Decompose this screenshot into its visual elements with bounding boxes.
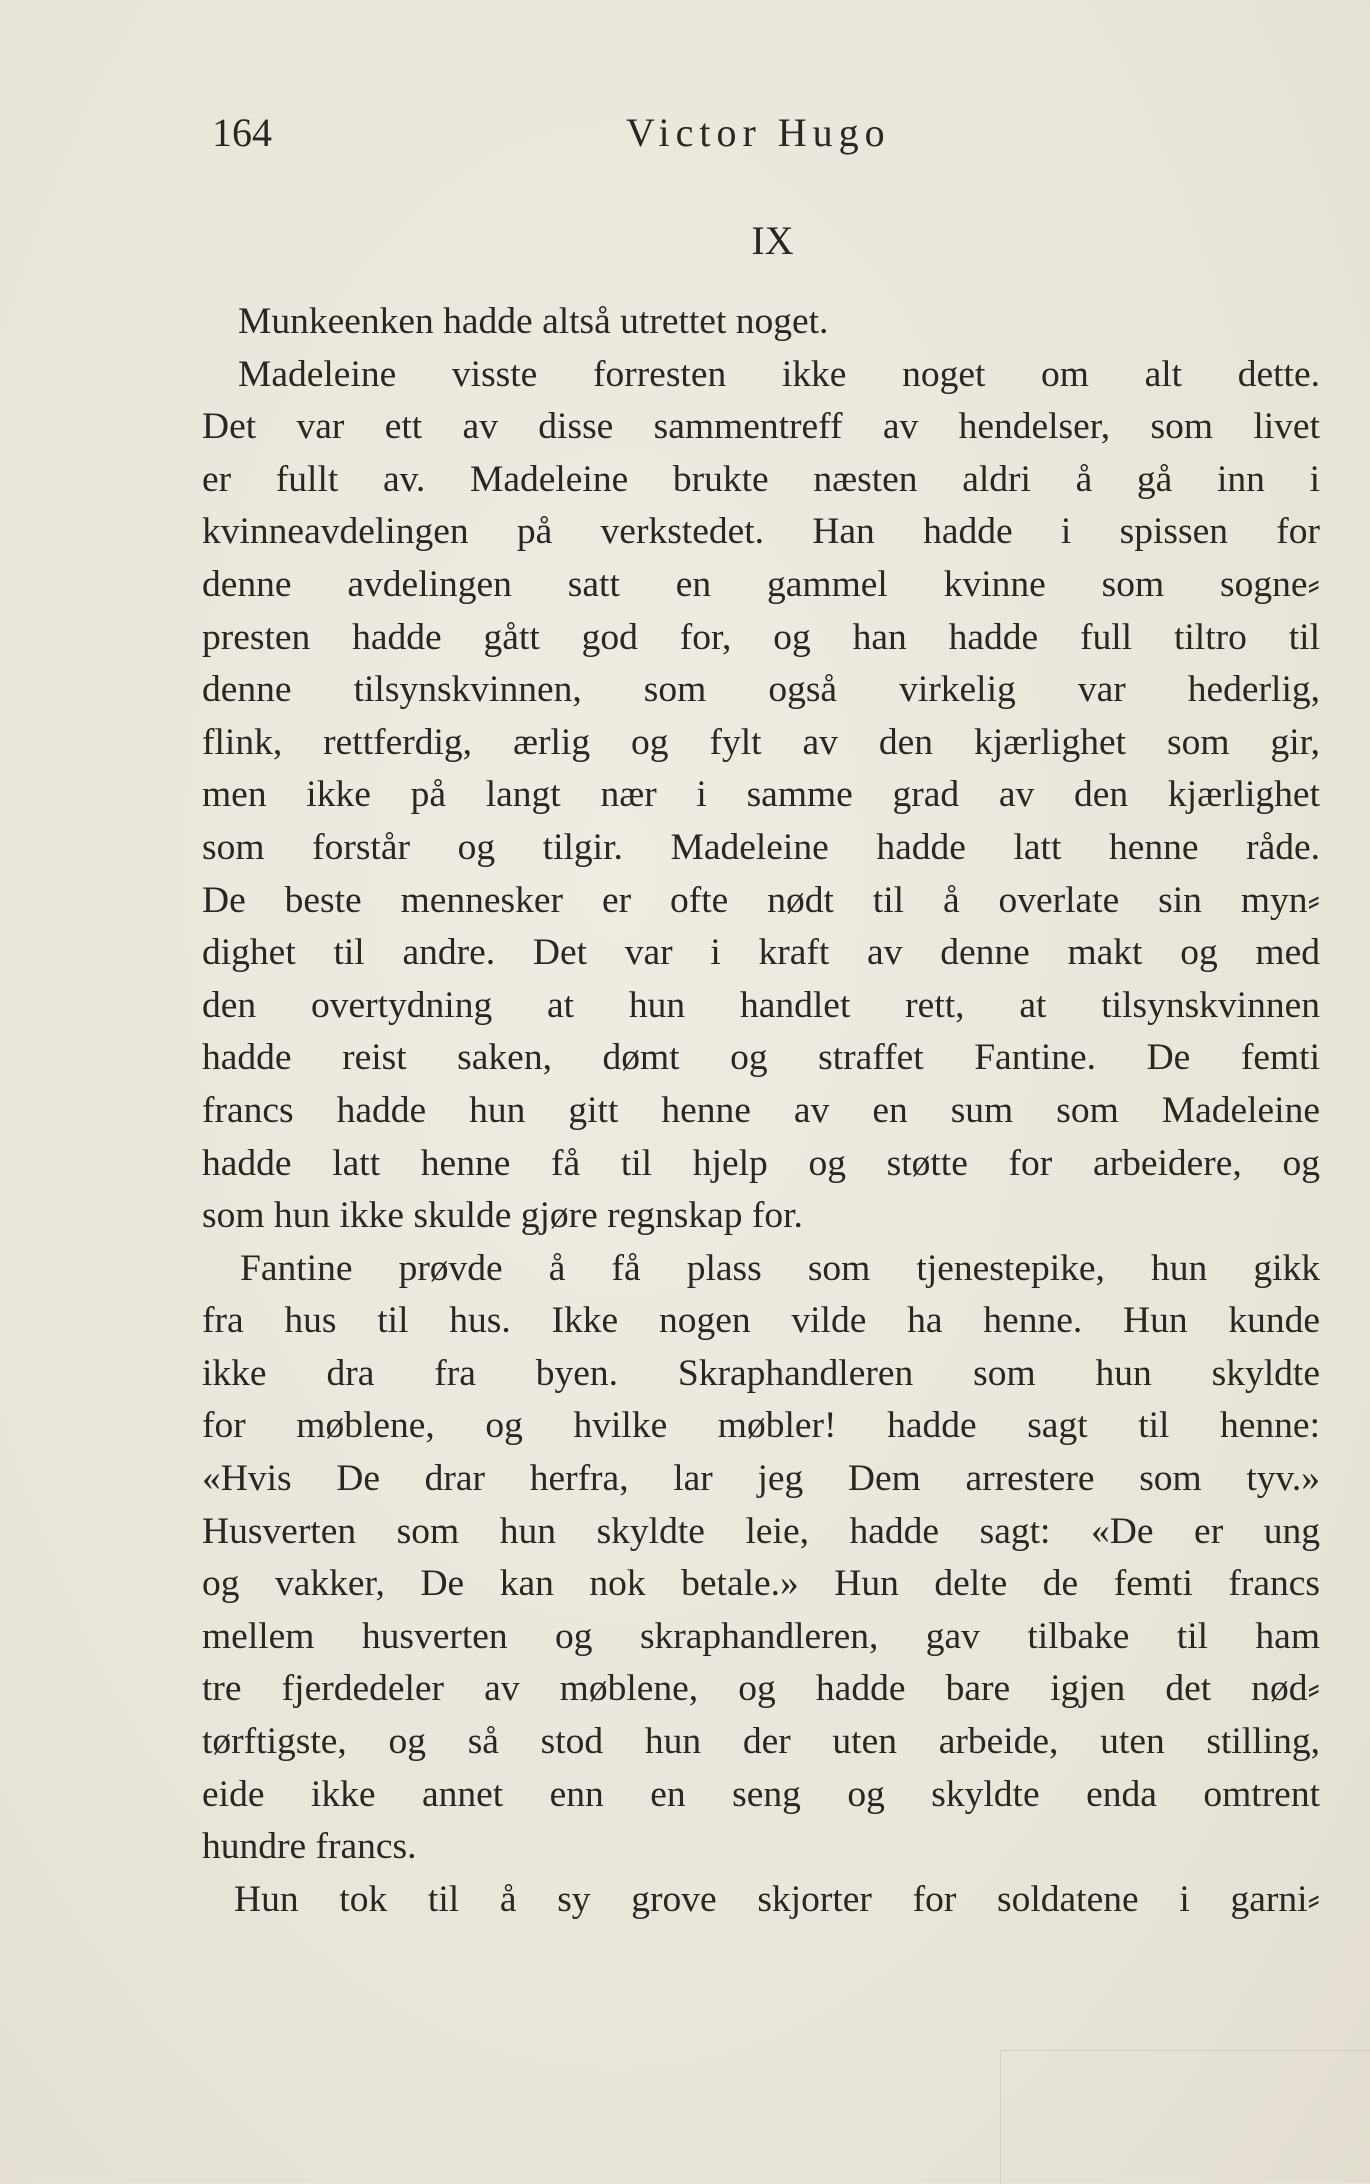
- text-line: Husverten som hun skyldte leie, hadde sagt: «De er ung: [202, 1510, 1320, 1552]
- text-line: Hun tok til å sy grove skjorter for soldatene i garni⸗: [234, 1878, 1320, 1920]
- text-line: De beste mennesker er ofte nødt til å overlate sin myn⸗: [202, 879, 1320, 921]
- text-line: er fullt av. Madeleine brukte næsten aldri å gå inn i: [202, 458, 1320, 500]
- text-line: flink, rettferdig, ærlig og fylt av den kjærlighet som gir,: [202, 721, 1320, 763]
- text-line: presten hadde gått god for, og han hadde full tiltro til: [202, 616, 1320, 658]
- text-line: Madeleine visste forresten ikke noget om alt dette.: [238, 353, 1320, 395]
- chapter-heading: [0, 216, 1370, 266]
- text-line: tørftigste, og så stod hun der uten arbeide, uten stilling,: [202, 1721, 1320, 1763]
- text-line: Det var ett av disse sammentreff av hendelser, som livet: [202, 406, 1320, 448]
- text-line: denne tilsynskvinnen, som også virkelig var hederlig,: [202, 669, 1320, 711]
- text-line: og vakker, De kan nok betale.» Hun delte de femti francs: [202, 1563, 1320, 1605]
- text-line: den overtydning at hun handlet rett, at tilsynskvinnen: [202, 984, 1320, 1026]
- text-line: Fantine prøvde å få plass som tjenestepike, hun gikk: [240, 1247, 1320, 1289]
- chapter-number: IX: [751, 218, 794, 263]
- text-line: tre fjerdedeler av møblene, og hadde bare igjen det nød⸗: [202, 1668, 1320, 1710]
- body-text: [202, 296, 1320, 1926]
- text-line: francs hadde hun gitt henne av en sum som Madeleine: [202, 1089, 1320, 1131]
- text-line: denne avdelingen satt en gammel kvinne som sogne⸗: [202, 563, 1320, 605]
- text-line: som hun ikke skulde gjøre regnskap for.: [202, 1195, 803, 1237]
- text-line: for møblene, og hvilke møbler! hadde sagt til henne:: [202, 1405, 1320, 1447]
- text-line: men ikke på langt nær i samme grad av den kjærlighet: [202, 774, 1320, 816]
- scan-edge-mark: [1000, 2050, 1370, 2184]
- text-line: fra hus til hus. Ikke nogen vilde ha henne. Hun kunde: [202, 1300, 1320, 1342]
- text-line: kvinneavdelingen på verkstedet. Han hadde i spissen for: [202, 511, 1320, 553]
- text-line: Munkeenken hadde altså utrettet noget.: [238, 301, 829, 342]
- text-line: hadde reist saken, dømt og straffet Fantine. De femti: [202, 1037, 1320, 1079]
- text-line: hadde latt henne få til hjelp og støtte for arbeidere, og: [202, 1142, 1320, 1184]
- text-line: som forstår og tilgir. Madeleine hadde latt henne råde.: [202, 826, 1320, 868]
- page-number: 164: [212, 110, 272, 155]
- running-head: [212, 108, 1152, 158]
- text-line: mellem husverten og skraphandleren, gav tilbake til ham: [202, 1615, 1320, 1657]
- text-line: hundre francs.: [202, 1826, 417, 1868]
- running-title: Victor Hugo: [626, 110, 891, 155]
- text-line: «Hvis De drar herfra, lar jeg Dem arrestere som tyv.»: [202, 1458, 1320, 1500]
- text-line: ikke dra fra byen. Skraphandleren som hun skyldte: [202, 1352, 1320, 1394]
- text-line: dighet til andre. Det var i kraft av denne makt og med: [202, 932, 1320, 974]
- text-line: eide ikke annet enn en seng og skyldte enda omtrent: [202, 1773, 1320, 1815]
